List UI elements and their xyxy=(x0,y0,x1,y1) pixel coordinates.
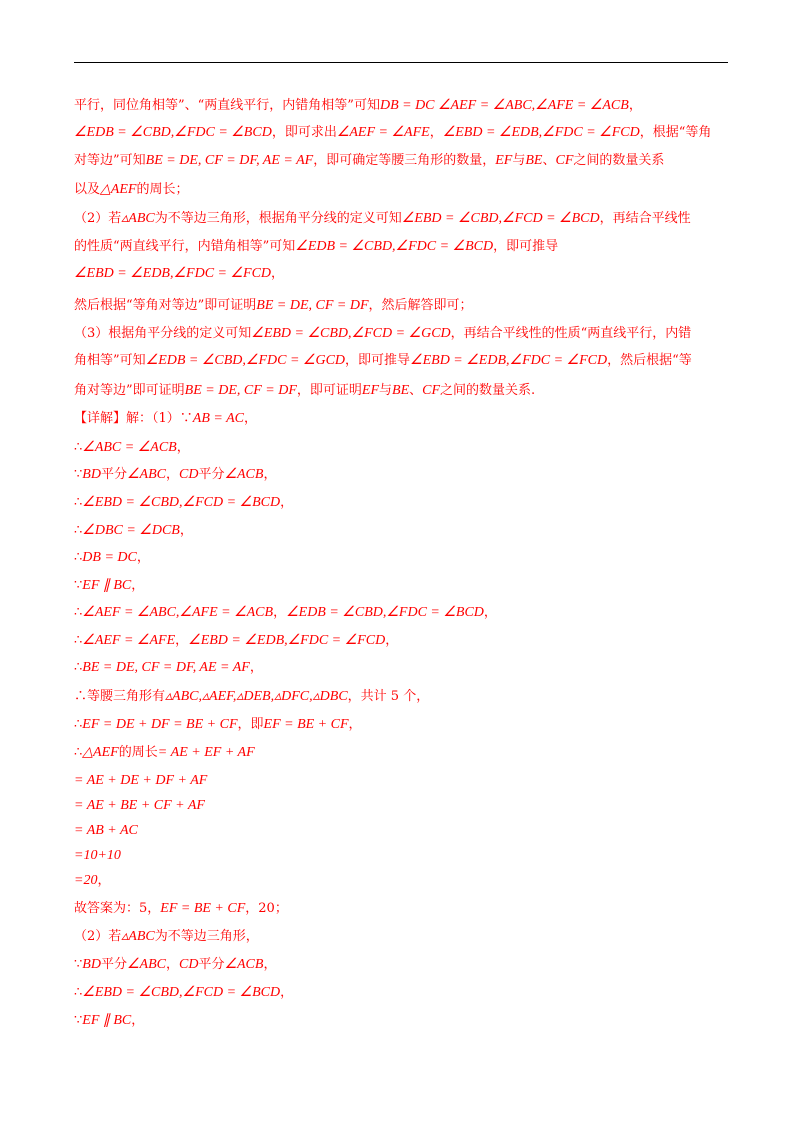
text-run: ， xyxy=(348,717,362,732)
text-run: ， xyxy=(385,633,399,648)
math-expression: ▵ABC xyxy=(121,211,155,226)
text-line xyxy=(74,984,734,1002)
math-expression: EF = DE + DF = BE + CF xyxy=(82,717,238,732)
text-run: ，20； xyxy=(245,901,288,916)
text-line xyxy=(74,238,734,256)
text-run: ，即可求出 xyxy=(271,125,337,140)
math-expression: △AEF xyxy=(82,745,119,760)
math-expression: EF ∥ BC xyxy=(82,578,132,593)
text-line xyxy=(74,297,734,315)
math-expression: ∠ACB xyxy=(224,957,264,972)
text-run: 为不等边三角形， xyxy=(154,929,259,944)
text-line xyxy=(74,822,734,840)
math-expression: =20 xyxy=(74,873,98,888)
text-run: ∵ xyxy=(74,1013,83,1028)
text-run: 之间的数量关系. xyxy=(440,383,536,398)
text-run: 、 xyxy=(409,383,423,398)
text-line xyxy=(74,928,734,946)
text-run: ，即可证明 xyxy=(296,383,362,398)
text-run: ∴ xyxy=(74,605,83,620)
math-expression: BD xyxy=(82,467,101,482)
math-expression: △AEF xyxy=(100,182,137,197)
text-run: 的周长； xyxy=(136,182,189,197)
text-line xyxy=(74,152,734,170)
text-run: ，即可推导 xyxy=(345,353,411,368)
text-run: 【详解】解：（1）∵ xyxy=(74,411,193,426)
text-run: ∴ xyxy=(74,745,83,760)
math-expression: ▵ABC xyxy=(121,929,155,944)
text-run: ，共计 5 个， xyxy=(347,689,430,704)
math-expression: BE = DE, CF = DF, AE = AF xyxy=(82,660,250,675)
math-expression: ∠EBD = ∠EDB,∠FDC = ∠FCD xyxy=(442,125,640,140)
text-run: ， xyxy=(136,550,150,565)
math-expression: ∠AEF = ∠AFE xyxy=(336,125,430,140)
text-line xyxy=(74,900,734,918)
text-line xyxy=(74,577,734,595)
text-run: ， xyxy=(273,605,287,620)
text-run: ∴ xyxy=(74,440,83,455)
text-run: 然后根据“等角对等边”即可证明 xyxy=(74,298,257,313)
text-run: 平行，同位角相等”、“两直线平行，内错角相等”可知 xyxy=(74,98,380,113)
text-run: 故答案为：5， xyxy=(74,901,161,916)
text-run: ， xyxy=(165,957,179,972)
math-expression: = AE + BE + CF + AF xyxy=(74,798,205,813)
text-run: 之间的数量关系 xyxy=(573,153,665,168)
text-run: ∴ xyxy=(74,985,83,1000)
text-run: ， xyxy=(271,266,285,281)
text-run: ∵ xyxy=(74,578,83,593)
text-line xyxy=(74,522,734,540)
math-expression: EF xyxy=(495,153,513,168)
text-line xyxy=(74,716,734,734)
math-expression: BE = DE, CF = DF xyxy=(256,298,369,313)
math-expression: ∠ABC = ∠ACB xyxy=(82,440,177,455)
text-run: ， xyxy=(176,440,190,455)
text-line xyxy=(74,744,734,762)
text-line xyxy=(74,847,734,865)
text-run: ∴ xyxy=(74,660,83,675)
text-line xyxy=(74,872,734,890)
text-run: ∵ xyxy=(74,467,83,482)
text-run: ， xyxy=(179,523,193,538)
math-expression: CD xyxy=(178,957,199,972)
math-expression: BE = DE, CF = DF xyxy=(184,383,297,398)
text-run: 以及 xyxy=(74,182,101,197)
text-run: ，再结合平线性的性质“两直线平行，内错 xyxy=(450,326,692,341)
text-run: ， xyxy=(263,957,277,972)
math-expression: BE xyxy=(525,153,543,168)
text-run: ， xyxy=(131,578,145,593)
text-run: ， xyxy=(165,467,179,482)
text-line xyxy=(74,494,734,512)
text-line xyxy=(74,410,734,428)
math-expression: ∠AEF = ∠AFE xyxy=(82,633,176,648)
text-run: 的周长 xyxy=(118,745,158,760)
math-expression: EF ∥ BC xyxy=(82,1013,132,1028)
text-run: 角相等”可知 xyxy=(74,353,146,368)
text-line xyxy=(74,97,734,115)
text-run: 平分 xyxy=(100,957,127,972)
text-run: 角对等边”即可证明 xyxy=(74,383,185,398)
text-run: ∴ xyxy=(74,495,83,510)
text-line xyxy=(74,466,734,484)
text-run: 的性质“两直线平行，内错角相等”可知 xyxy=(74,239,296,254)
math-expression: CF xyxy=(422,383,441,398)
math-expression: ∠ABC xyxy=(126,957,166,972)
text-line xyxy=(74,382,734,400)
text-run: ，根据“等角 xyxy=(639,125,712,140)
text-line xyxy=(74,549,734,567)
text-run: ∵ xyxy=(74,957,83,972)
text-run: 、 xyxy=(542,153,556,168)
math-expression: CF xyxy=(555,153,574,168)
math-expression: BE = DE, CF = DF, AE = AF xyxy=(145,153,314,168)
math-expression: ∠DBC = ∠DCB xyxy=(82,523,180,538)
math-expression: CD xyxy=(178,467,199,482)
text-run: 与 xyxy=(512,153,526,168)
text-run: 对等边”可知 xyxy=(74,153,146,168)
text-run: （3）根据角平分线的定义可知 xyxy=(74,326,252,341)
math-expression: ∠EBD = ∠EDB,∠FDC = ∠FCD xyxy=(74,266,272,281)
text-line xyxy=(74,181,734,199)
text-line xyxy=(74,688,734,706)
math-expression: BD xyxy=(82,957,101,972)
text-line xyxy=(74,1012,734,1030)
math-expression: BE xyxy=(392,383,410,398)
text-run: ∴ xyxy=(74,633,83,648)
text-run: ， xyxy=(249,660,263,675)
text-run: ， xyxy=(97,873,111,888)
text-line xyxy=(74,325,734,343)
math-expression: DB = DC xyxy=(82,550,137,565)
text-line xyxy=(74,439,734,457)
text-run: （2）若 xyxy=(74,211,122,226)
text-run: 为不等边三角形，根据角平分线的定义可知 xyxy=(154,211,402,226)
math-expression: ∠EDB = ∠CBD,∠FDC = ∠GCD xyxy=(145,353,346,368)
math-expression: ∠EBD = ∠CBD,∠FCD = ∠BCD xyxy=(82,495,281,510)
math-expression: = AB + AC xyxy=(74,823,138,838)
text-run: ∴ xyxy=(74,550,83,565)
text-run: ∴ xyxy=(74,523,83,538)
text-run: ，然后根据“等 xyxy=(607,353,692,368)
text-run: ， xyxy=(263,467,277,482)
text-run: ， xyxy=(429,125,443,140)
text-run: ， xyxy=(280,495,294,510)
text-run: ，即可推导 xyxy=(493,239,559,254)
math-expression: ∠ACB xyxy=(224,467,264,482)
text-run: 与 xyxy=(379,383,393,398)
text-run: ，即可确定等腰三角形的数量， xyxy=(313,153,496,168)
math-expression: EF = BE + CF xyxy=(160,901,246,916)
text-line xyxy=(74,772,734,790)
math-expression: ∠EBD = ∠CBD,∠FCD = ∠GCD xyxy=(251,326,451,341)
text-run: ， xyxy=(131,1013,145,1028)
math-expression: ∠EBD = ∠EDB,∠FDC = ∠FCD xyxy=(188,633,386,648)
text-run: ， xyxy=(483,605,497,620)
text-run: 平分 xyxy=(100,467,127,482)
math-expression: ∠EBD = ∠CBD,∠FCD = ∠BCD xyxy=(401,211,600,226)
text-run: ∴等腰三角形有 xyxy=(74,689,166,704)
math-expression: EF xyxy=(361,383,379,398)
text-run: （2）若 xyxy=(74,929,122,944)
math-expression: AB = AC xyxy=(192,411,244,426)
text-line xyxy=(74,632,734,650)
math-expression: = AE + DE + DF + AF xyxy=(74,773,208,788)
text-run: ， xyxy=(243,411,257,426)
text-line xyxy=(74,124,734,142)
text-run: ，即 xyxy=(237,717,264,732)
text-run: ， xyxy=(175,633,189,648)
math-expression: DB = DC ∠AEF = ∠ABC,∠AFE = ∠ACB xyxy=(379,98,629,113)
math-expression: ∠EBD = ∠EDB,∠FDC = ∠FCD xyxy=(410,353,608,368)
header-rule xyxy=(74,62,728,63)
text-line xyxy=(74,604,734,622)
math-expression: ∠EDB = ∠CBD,∠FDC = ∠BCD xyxy=(74,125,272,140)
text-run: ， xyxy=(628,98,642,113)
text-run: ，再结合平线性 xyxy=(599,211,691,226)
text-run: 平分 xyxy=(198,467,225,482)
math-expression: ∠EDB = ∠CBD,∠FDC = ∠BCD xyxy=(295,239,494,254)
math-expression: ∠EBD = ∠CBD,∠FCD = ∠BCD xyxy=(82,985,281,1000)
text-line xyxy=(74,956,734,974)
text-run: ，然后解答即可； xyxy=(368,298,473,313)
math-expression: ∠ABC xyxy=(126,467,166,482)
text-line xyxy=(74,797,734,815)
math-expression: ∠AEF = ∠ABC,∠AFE = ∠ACB xyxy=(82,605,274,620)
text-run: ∴ xyxy=(74,717,83,732)
math-expression: ▵ABC,▵AEF,▵DEB,▵DFC,▵DBC xyxy=(165,689,348,704)
math-expression: EF = BE + CF xyxy=(263,717,349,732)
text-run: 平分 xyxy=(198,957,225,972)
math-expression: = AE + EF + AF xyxy=(157,745,255,760)
text-run: ， xyxy=(280,985,294,1000)
text-line xyxy=(74,352,734,370)
math-expression: =10+10 xyxy=(74,848,121,863)
text-line xyxy=(74,210,734,228)
text-line xyxy=(74,265,734,283)
math-expression: ∠EDB = ∠CBD,∠FDC = ∠BCD xyxy=(286,605,484,620)
text-line xyxy=(74,659,734,677)
